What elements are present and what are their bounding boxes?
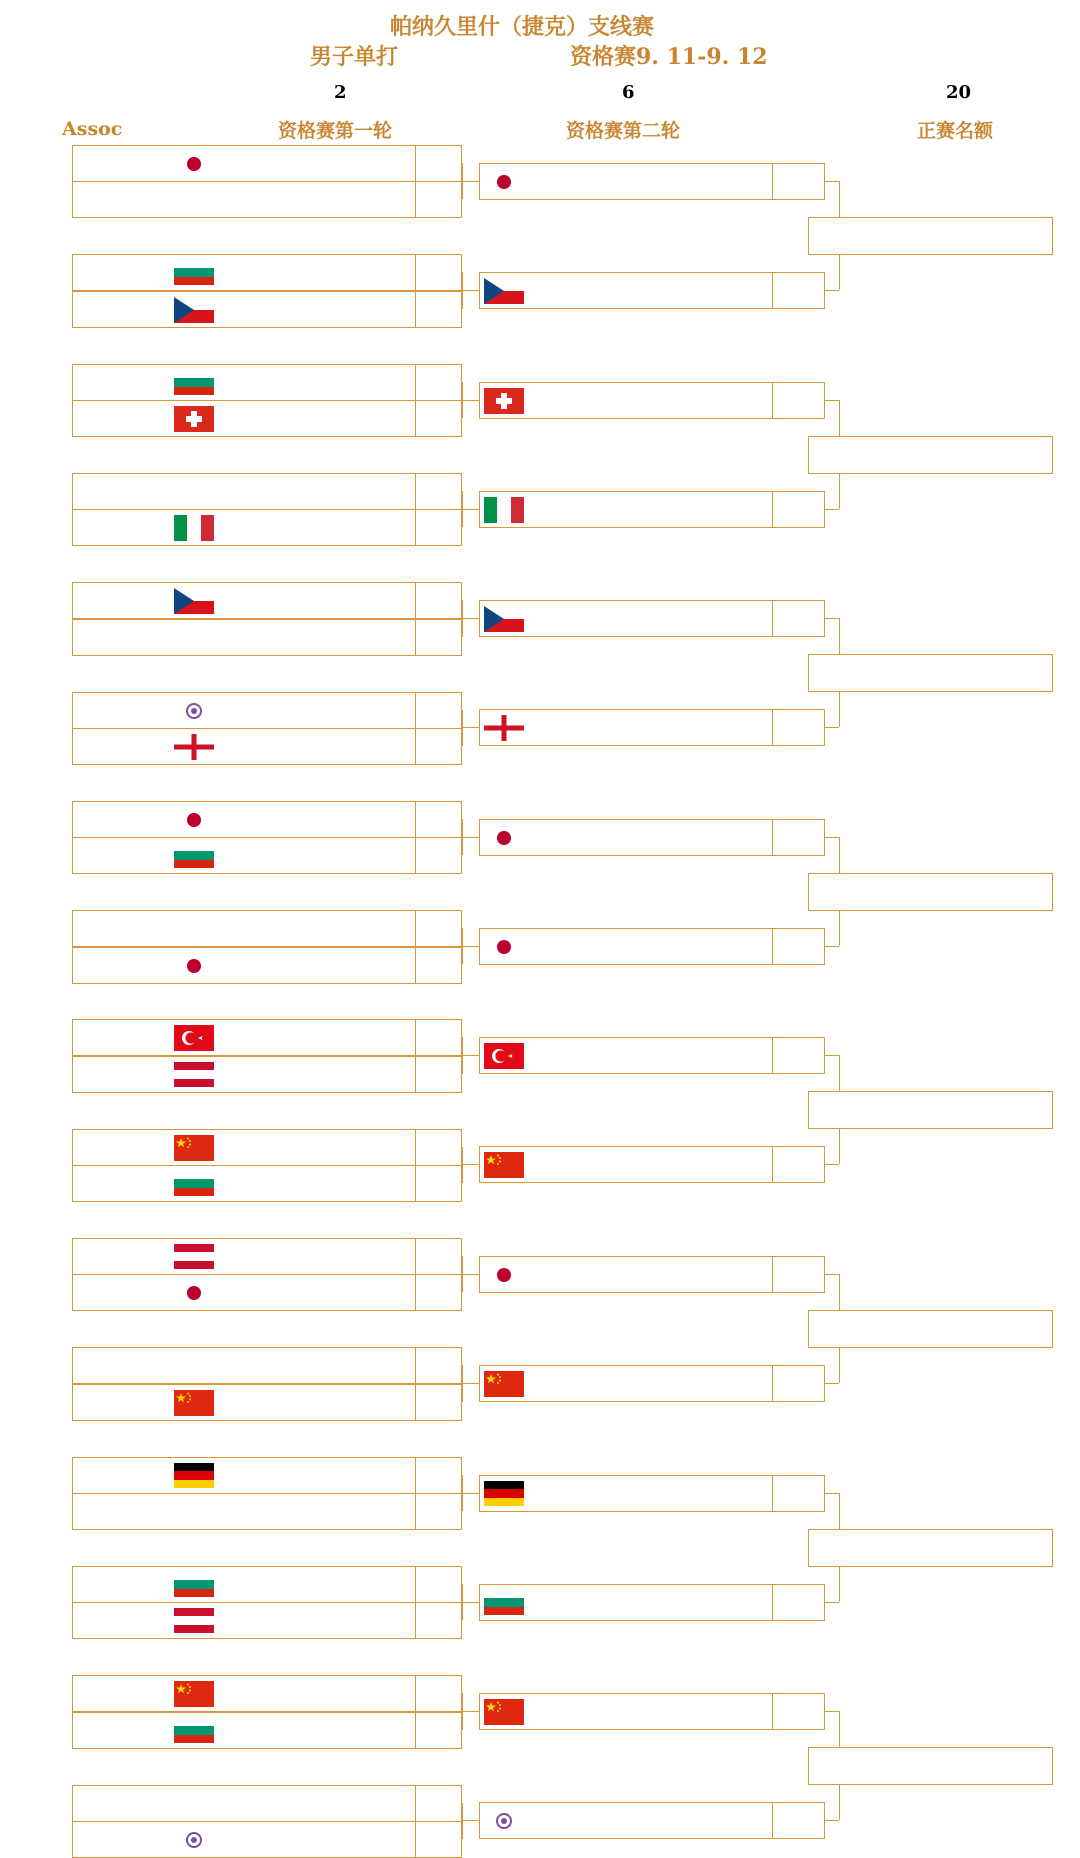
connector-line [462,1693,463,1729]
r1-score-cell [415,1019,462,1056]
flag-japan-icon [174,953,214,979]
flag-japan-icon [174,807,214,833]
connector-line [462,1037,463,1073]
flag-turkey-icon [174,1025,214,1051]
flag-japan-icon [174,1280,214,1306]
r1-player-box [72,692,462,729]
r1-player-box [72,619,462,656]
r2-score-cell [772,1146,825,1183]
r1-score-cell [415,1238,462,1275]
flag-chinese-taipei-icon [174,1827,214,1853]
r1-player-box [72,1274,462,1311]
r1-score-cell [415,254,462,291]
r1-score-cell [415,145,462,182]
flag-austria-icon [174,1608,214,1634]
r1-score-cell [415,364,462,401]
r1-count: 2 [334,82,347,103]
connector-line [462,1365,463,1401]
r1-player-box [72,1238,462,1275]
r1-score-cell [415,1821,462,1858]
r2-score-cell [772,1475,825,1512]
flag-bulgaria-icon [484,1590,524,1616]
r1-player-box [72,509,462,546]
connector-line [462,163,463,199]
connector-line [462,290,479,291]
flag-japan-icon [484,934,524,960]
r2-score-cell [772,272,825,309]
r1-player-box [72,1493,462,1530]
connector-line [462,600,463,636]
connector-line [462,1164,479,1165]
r1-player-box [72,837,462,874]
r2-score-cell [772,1584,825,1621]
flag-china-icon [484,1152,524,1178]
connector-line [825,1493,839,1494]
r1-score-cell [415,947,462,984]
flag-austria-icon [174,1244,214,1270]
r2-score-cell [772,491,825,528]
r1-player-box [72,1129,462,1166]
connector-line [462,1803,463,1839]
r1-player-box [72,1712,462,1749]
connector-line [825,290,839,291]
r1-score-cell [415,910,462,947]
r2-score-cell [772,1802,825,1839]
r1-score-cell [415,1712,462,1749]
connector-line [825,1274,839,1275]
flag-japan-icon [484,1262,524,1288]
flag-china-icon [174,1681,214,1707]
flag-czech-icon [174,297,214,323]
flag-japan-icon [174,151,214,177]
r2-header: 资格赛第二轮 [566,120,681,142]
connector-line [462,1383,479,1384]
r1-score-cell [415,1566,462,1603]
r1-score-cell [415,619,462,656]
connector-line [462,181,479,182]
r2-score-cell [772,709,825,746]
r3-qualifier-box [808,1529,1053,1567]
flag-bulgaria-icon [174,1171,214,1197]
r1-player-box [72,1457,462,1494]
r1-player-box [72,1384,462,1421]
r1-player-box [72,1347,462,1384]
connector-line [462,400,479,401]
connector-line [825,837,839,838]
flag-germany-icon [174,1463,214,1489]
r1-player-box [72,1821,462,1858]
r1-score-cell [415,582,462,619]
flag-bulgaria-icon [174,260,214,286]
flag-italy-icon [484,497,524,523]
connector-line [462,509,479,510]
r3-qualifier-box [808,1091,1053,1129]
connector-line [462,1256,463,1292]
r1-score-cell [415,473,462,510]
assoc-header: Assoc [62,118,123,140]
connector-line [825,181,839,182]
r1-score-cell [415,1347,462,1384]
connector-line [462,946,479,947]
connector-line [462,1602,479,1603]
r1-player-box [72,801,462,838]
connector-line [462,272,463,308]
r1-player-box [72,1566,462,1603]
r2-score-cell [772,600,825,637]
r1-score-cell [415,400,462,437]
r1-score-cell [415,1129,462,1166]
r3-qualifier-box [808,436,1053,474]
connector-line [462,1147,463,1183]
r1-player-box [72,582,462,619]
r2-score-cell [772,1365,825,1402]
connector-line [825,1164,839,1165]
r1-player-box [72,1675,462,1712]
connector-line [462,837,479,838]
r1-score-cell [415,1493,462,1530]
r1-score-cell [415,181,462,218]
r1-score-cell [415,837,462,874]
r1-player-box [72,1785,462,1822]
r1-score-cell [415,509,462,546]
r2-count: 6 [622,82,635,103]
r1-score-cell [415,1056,462,1093]
flag-switzerland-icon [484,388,524,414]
flag-germany-icon [484,1481,524,1507]
r2-score-cell [772,1256,825,1293]
r3-qualifier-box [808,873,1053,911]
flag-switzerland-icon [174,406,214,432]
r1-score-cell [415,801,462,838]
connector-line [825,1602,839,1603]
r1-score-cell [415,1384,462,1421]
r1-score-cell [415,728,462,765]
flag-bulgaria-icon [174,843,214,869]
flag-japan-icon [484,825,524,851]
r1-player-box [72,181,462,218]
connector-line [825,727,839,728]
r1-player-box [72,728,462,765]
connector-line [462,1584,463,1620]
r1-player-box [72,1019,462,1056]
flag-chinese-taipei-icon [174,698,214,724]
r1-player-box [72,947,462,984]
r1-score-cell [415,692,462,729]
r2-score-cell [772,928,825,965]
flag-japan-icon [484,169,524,195]
r1-score-cell [415,1457,462,1494]
flag-bulgaria-icon [174,370,214,396]
r3-count: 20 [946,82,972,103]
r3-qualifier-box [808,1747,1053,1785]
r2-score-cell [772,382,825,419]
flag-czech-icon [484,278,524,304]
r1-player-box [72,145,462,182]
connector-line [825,1383,839,1384]
r1-player-box [72,400,462,437]
connector-line [825,618,839,619]
connector-line [825,400,839,401]
flag-bulgaria-icon [174,1572,214,1598]
connector-line [825,509,839,510]
flag-czech-icon [174,588,214,614]
connector-line [825,1055,839,1056]
r2-score-cell [772,1693,825,1730]
flag-china-icon [174,1390,214,1416]
event-dates: 资格赛9. 11-9. 12 [570,44,768,70]
connector-line [825,946,839,947]
r1-score-cell [415,291,462,328]
connector-line [462,1711,479,1712]
connector-line [462,491,463,527]
r1-score-cell [415,1602,462,1639]
connector-line [462,382,463,418]
r1-player-box [72,291,462,328]
r1-player-box [72,473,462,510]
connector-line [462,1475,463,1511]
flag-turkey-icon [484,1043,524,1069]
r1-score-cell [415,1785,462,1822]
connector-line [462,1055,479,1056]
r1-header: 资格赛第一轮 [278,120,393,142]
r1-player-box [72,1602,462,1639]
flag-czech-icon [484,606,524,632]
flag-austria-icon [174,1062,214,1088]
connector-line [462,819,463,855]
connector-line [462,710,463,746]
r1-score-cell [415,1274,462,1311]
r1-player-box [72,910,462,947]
flag-china-icon [484,1371,524,1397]
connector-line [462,1274,479,1275]
flag-chinese-taipei-icon [484,1808,524,1834]
r3-qualifier-box [808,1310,1053,1348]
flag-england-icon [174,734,214,760]
r1-score-cell [415,1165,462,1202]
connector-line [462,727,479,728]
r3-qualifier-box [808,217,1053,255]
r1-score-cell [415,1675,462,1712]
connector-line [462,1493,479,1494]
connector-line [462,1820,479,1821]
flag-china-icon [174,1135,214,1161]
flag-england-icon [484,715,524,741]
r2-score-cell [772,1037,825,1074]
r1-player-box [72,1165,462,1202]
r1-player-box [72,364,462,401]
connector-line [825,1711,839,1712]
flag-bulgaria-icon [174,1718,214,1744]
r1-player-box [72,254,462,291]
r2-score-cell [772,163,825,200]
page-title: 帕纳久里什（捷克）支线赛 [390,14,655,40]
r3-qualifier-box [808,654,1053,692]
r1-player-box [72,1056,462,1093]
connector-line [462,618,479,619]
connector-line [825,1820,839,1821]
connector-line [462,928,463,964]
r2-score-cell [772,819,825,856]
event-name: 男子单打 [310,44,399,70]
flag-china-icon [484,1699,524,1725]
flag-italy-icon [174,515,214,541]
r3-header: 正赛名额 [917,120,994,142]
